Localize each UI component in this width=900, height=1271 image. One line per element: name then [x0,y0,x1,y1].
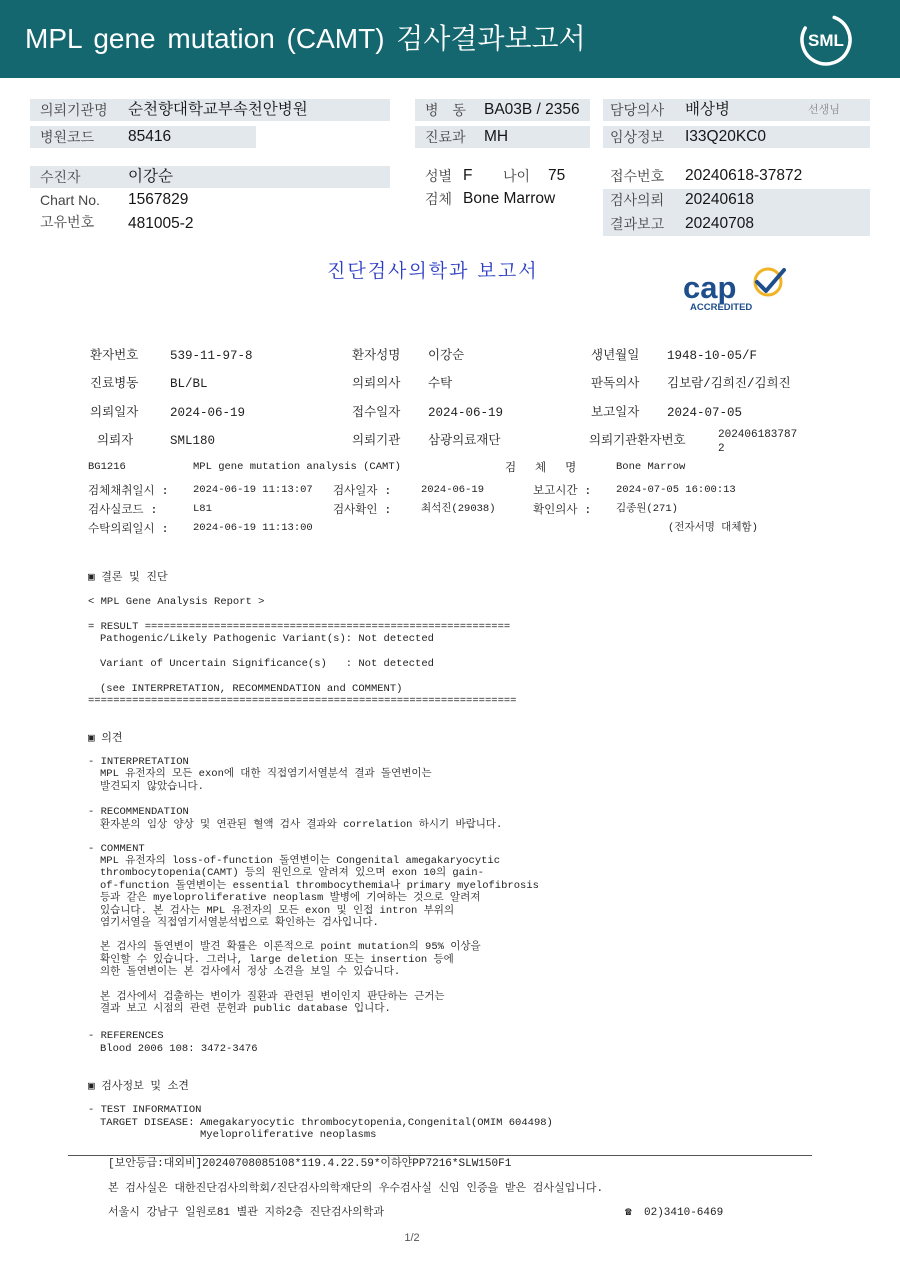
grid-label: 판독의사 [591,377,640,391]
test-date-value: 2024-06-19 [421,484,485,496]
institution-field [30,99,390,121]
references-title: - REFERENCES [88,1030,164,1042]
grid-value-line2: 2 [718,443,725,455]
specimen-label: 검체 [425,191,453,207]
address-line: 서울시 강남구 일원로81 별관 지하2층 진단검사의학과 [108,1207,384,1219]
test-name: MPL gene mutation analysis (CAMT) [193,461,401,473]
grid-value: 김보람/김희진/김희진 [667,377,791,391]
comment-line: 의한 돌연변이는 본 검사에서 정상 소견을 보일 수 있습니다. [100,966,401,978]
collected-label: 검체채취일시 : [88,483,169,497]
hospital-code-field [30,126,256,148]
grid-value: 삼광의료재단 [428,434,501,448]
test-info-heading: ▣ 검사정보 및 소견 [88,1079,189,1092]
confirm-doctor-label: 확인의사 : [533,502,592,516]
grid-label: 의뢰기관 [352,434,401,448]
grid-label: 환자번호 [90,349,139,363]
grid-label: 접수일자 [352,406,401,420]
cap-logo-subtext: ACCREDITED [690,302,753,313]
target-disease-line: Amegakaryocytic thrombocytopenia,Congenital(OMIM 604498) [200,1117,553,1129]
doctor-value: 배상병 [685,101,730,118]
chart-no-value: 1567829 [128,191,189,208]
grid-value: SML180 [170,434,216,448]
doctor-suffix: 선생님 [808,104,840,116]
grid-label: 의뢰의사 [352,377,401,391]
certification-line: 본 검사실은 대한진단검사의학회/진단검사의학재단의 우수검사실 신임 인증을 받은 검사실입니다. [108,1183,604,1195]
grid-value: 1948-10-05/F [667,349,758,363]
institution-label: 의뢰기관명 [40,102,108,118]
grid-value: 이강순 [428,349,465,363]
clinical-info-label: 임상정보 [610,129,665,145]
comment-line: 본 검사의 돌연변이 발견 확률은 이론적으로 point mutation의 95% 이상을 [100,941,481,953]
test-code: BG1216 [88,461,126,473]
department-value: MH [484,128,509,145]
confirm-doctor-value: 김종원(271) [616,503,678,515]
doctor-label: 담당의사 [610,102,665,118]
references-line: Blood 2006 108: 3472-3476 [100,1043,258,1055]
comment-line: 확인할 수 있습니다. 그러나, large deletion 또는 insertion 등에 [100,954,454,966]
sex-value: F [463,167,473,184]
lab-code-label: 검사실코드 : [88,502,158,516]
verified-label: 검사확인 : [333,502,392,516]
comment-line: MPL 유전자의 loss-of-function 돌연변이는 Congenital amegakaryocytic [100,855,501,867]
verified-value: 최석진(29038) [421,503,496,515]
specimen-name-value: Bone Marrow [616,461,686,473]
page-header [0,0,900,78]
footer-divider [68,1155,812,1156]
grid-value: 수탁 [428,377,453,391]
recommendation-line: 환자분의 임상 양상 및 연관된 혈액 검사 결과와 correlation 하시기 바랍니다. [100,819,503,831]
ward-value: BA03B / 2356 [484,101,580,118]
report-date-label: 결과보고 [610,216,665,232]
chart-no-label: Chart No. [40,192,100,208]
result-line: Variant of Uncertain Significance(s) : Not detected [100,658,434,670]
cap-logo-text: cap [683,270,737,305]
grid-label: 의뢰자 [97,434,134,448]
esign-note: (전자서명 대체함) [668,522,758,534]
comment-line: 결과 보고 시점의 관련 문헌과 public database 입니다. [100,1003,391,1015]
dates-field [603,189,870,236]
patient-label: 수진자 [40,169,81,185]
opinion-heading: ▣ 의견 [88,731,123,744]
interpretation-line: MPL 유전자의 모든 exon에 대한 직접염기서열분석 결과 돌연변이는 [100,768,432,780]
test-date-label: 검사일자 : [333,483,392,497]
institution-value: 순천향대학교부속천안병원 [128,101,308,118]
consign-value: 2024-06-19 11:13:00 [193,522,313,534]
grid-value: 2024-06-19 [428,406,504,420]
interpretation-title: - INTERPRETATION [88,756,189,768]
sml-logo [796,10,856,70]
unique-no-label: 고유번호 [40,214,95,230]
patient-field [30,166,390,188]
department-label: 진료과 [425,129,466,145]
grid-value: 539-11-97-8 [170,349,253,363]
age-value: 75 [548,167,566,184]
report-time-value: 2024-07-05 16:00:13 [616,484,736,496]
specimen-name-label: 검 체 명 [505,460,577,474]
ward-label: 병 동 [425,102,466,118]
result-line: (see INTERPRETATION, RECOMMENDATION and COMMENT) [100,683,403,695]
report-name: < MPL Gene Analysis Report > [88,596,265,608]
cap-accredited-logo [680,262,790,316]
clinical-info-value: I33Q20KC0 [685,128,766,145]
sex-label: 성별 [425,168,453,184]
interpretation-line: 발견되지 않았습니다. [100,781,204,793]
report-date-value: 20240708 [685,215,754,232]
specimen-value: Bone Marrow [463,190,556,207]
phone-number: 02)3410-6469 [644,1207,724,1219]
lab-code-value: L81 [193,503,212,515]
report-title: 진단검사의학과 보고서 [327,260,539,282]
hospital-code-value: 85416 [128,128,172,145]
collected-value: 2024-06-19 11:13:07 [193,484,313,496]
age-label: 나이 [503,168,531,184]
grid-label: 의뢰기관환자번호 [589,434,686,448]
conclusion-heading: ▣ 결론 및 진단 [88,570,168,583]
comment-title: - COMMENT [88,843,145,855]
request-date-value: 20240618 [685,191,754,208]
comment-line: 본 검사에서 검출하는 변이가 질환과 관련된 변이인지 판단하는 근거는 [100,991,445,1003]
grid-value: 2024-07-05 [667,406,743,420]
hospital-code-label: 병원코드 [40,129,95,145]
receipt-no-value: 20240618-37872 [685,167,803,184]
target-disease-line: Myeloproliferative neoplasms [200,1129,377,1141]
recommendation-title: - RECOMMENDATION [88,806,189,818]
page-title: MPL gene mutation (CAMT) 검사결과보고서 [25,23,586,54]
target-disease-label: TARGET DISEASE: [100,1117,195,1129]
grid-value: BL/BL [170,377,208,391]
unique-no-value: 481005-2 [128,215,194,232]
ward-field [415,99,590,121]
result-line: Pathogenic/Likely Pathogenic Variant(s): Not detected [100,633,434,645]
grid-label: 생년월일 [591,349,640,363]
sml-logo-text: SML [808,31,844,50]
result-rule: = RESULT ========================================================== [88,621,511,633]
security-line: [보안등급:대외비]20240708085108*119.4.22.59*이하얀PP7216*SLW150F1 [108,1158,512,1170]
grid-value: 2024-06-19 [170,406,246,420]
comment-line: 등과 같은 myeloproliferative neoplasm 발병에 기여하는 것으로 알려져 [100,892,481,904]
doctor-field [603,99,870,121]
phone-icon: ☎ [625,1207,632,1219]
patient-value: 이강순 [128,168,173,185]
page-number: 1/2 [404,1232,420,1244]
report-time-label: 보고시간 : [533,483,592,497]
grid-label: 환자성명 [352,349,401,363]
grid-label: 보고일자 [591,406,640,420]
clinical-info-field [603,126,870,148]
result-end-rule: ==================================================================== [88,695,517,707]
comment-line: thrombocytopenia(CAMT) 등의 원인으로 알려져 있으며 exon 10의 gain- [100,867,484,879]
department-field [415,126,590,148]
receipt-no-label: 접수번호 [610,168,665,184]
grid-value: 202406183787 [718,429,798,441]
request-date-label: 검사의뢰 [610,192,665,208]
comment-line: 염기서열을 직접염기서열분석법으로 확인하는 검사입니다. [100,917,379,929]
consign-label: 수탁의뢰일시 : [88,521,169,535]
test-info-title: - TEST INFORMATION [88,1104,202,1116]
comment-line: of-function 돌연변이는 essential thrombocythemia나 primary myelofibrosis [100,880,539,892]
grid-label: 진료병동 [90,377,139,391]
comment-line: 있습니다. 본 검사는 MPL 유전자의 모든 exon 및 인접 intron 부위의 [100,905,455,917]
grid-label: 의뢰일자 [90,406,139,420]
